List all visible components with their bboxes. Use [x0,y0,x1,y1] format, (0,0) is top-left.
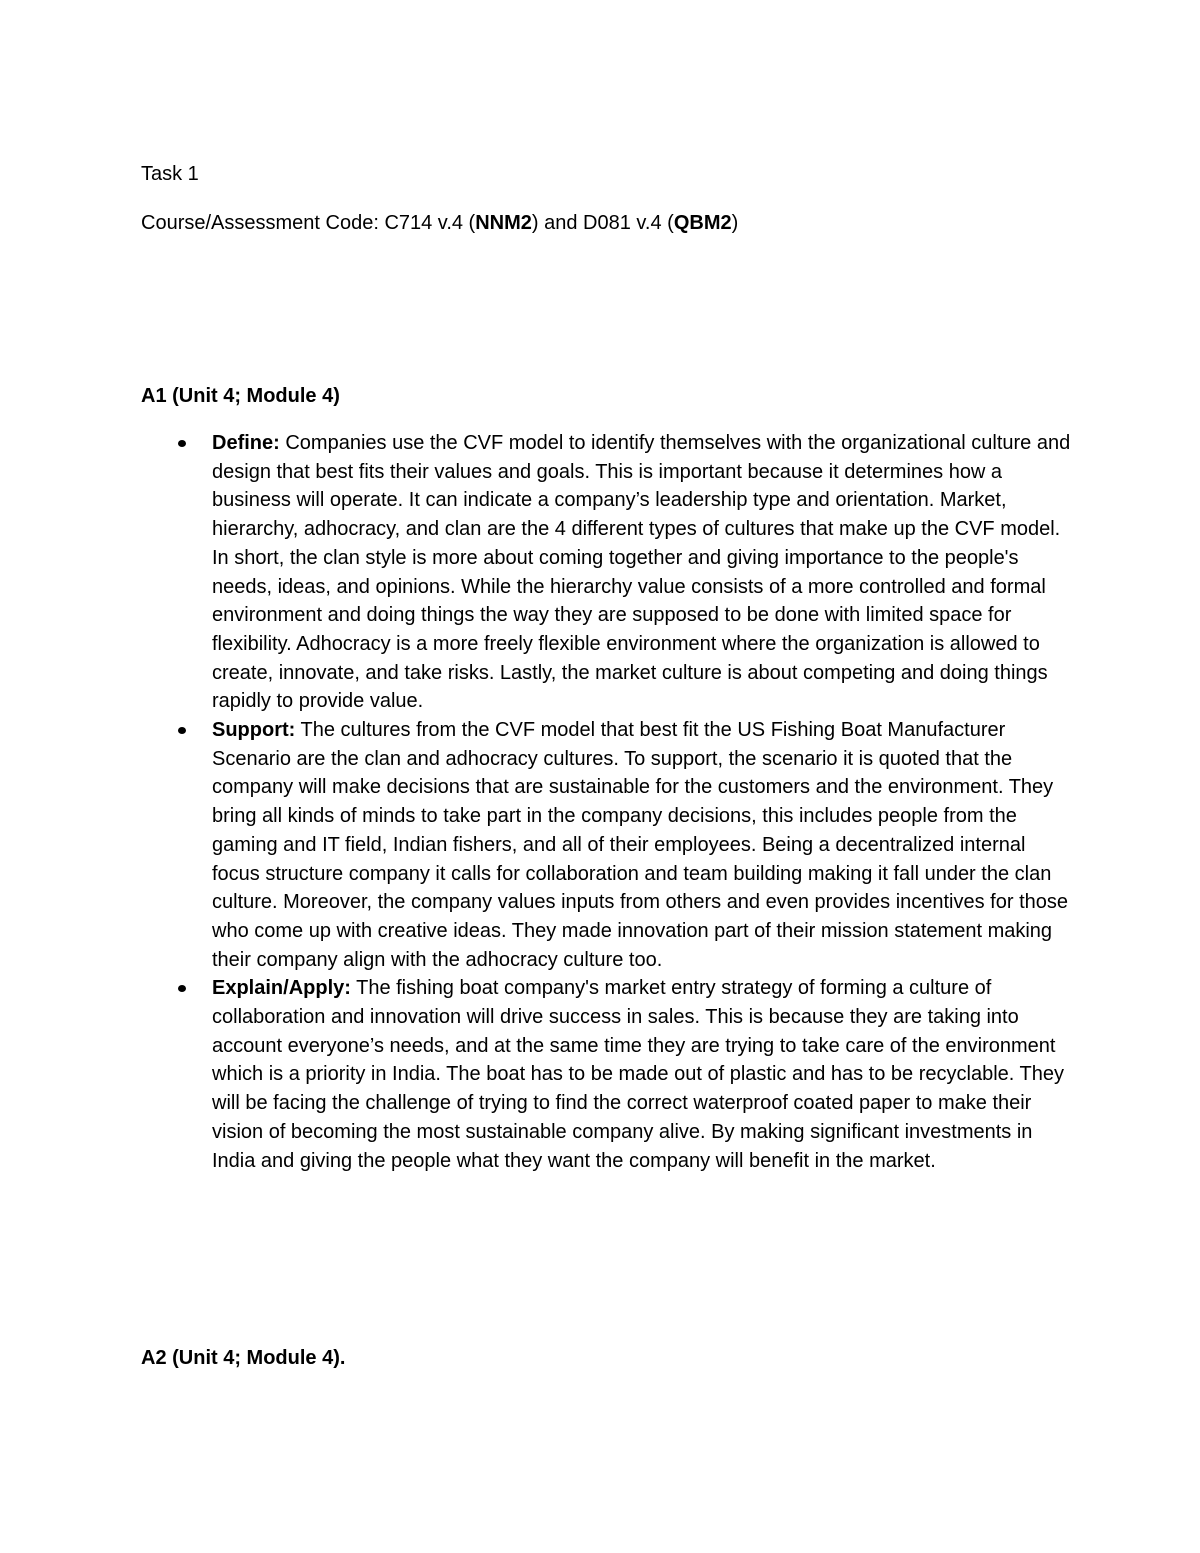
bullet-term-explain-apply: Explain/Apply: [212,977,351,1000]
section-heading-a2: A2 (Unit 4; Module 4). [141,1347,346,1369]
list-item-support [141,716,1081,974]
bullet-icon [178,727,186,734]
course-code-middle: ) and D081 v.4 ( [531,212,674,234]
bullet-body-define: Companies use the CVF model to identify themselves with the organizational culture and design that best fits their values and goals. This is important because it determines how a business will operate. It can indicate a company’s leadership type and orientation. Market, hierarchy, adhocracy, and clan are the 4 different types of cultures that make up the CVF model. In short, the clan style is more about coming together and giving importance to the people's needs, ideas, and opinions. While the hierarchy value consists of a more controlled and formal environment and doing things the way they are supposed to be done with limited space for flexibility. Adhocracy is a more freely flexible environment where the organization is allowed to create, innovate, and take risks. Lastly, the market culture is about competing and doing things rapidly to provide value. [212,432,1071,713]
course-code-nnm2: NNM2 [475,212,532,234]
a1-bullet-list [141,429,1081,1175]
course-code-suffix: ) [731,212,739,234]
list-item-define [141,429,1081,716]
bullet-body-explain-apply: The fishing boat company's market entry strategy of forming a culture of collaboration and innovation will drive success in sales. This is because they are taking into account everyone’s needs, and at the same time they are trying to take care of the environment which is a priority in India. The boat has to be made out of plastic and has to be recyclable. They will be facing the challenge of trying to find the correct waterproof coated paper to make their vision of becoming the most sustainable company alive. By making significant investments in India and giving the people what they want the company will benefit in the market. [212,977,1064,1172]
course-code-prefix: Course/Assessment Code: C714 v.4 ( [141,212,476,234]
list-item-explain-apply [141,974,1081,1175]
course-code-line [141,209,738,237]
bullet-text-define [212,429,1072,716]
bullet-term-support: Support: [212,719,296,742]
task-title: Task 1 [141,163,199,185]
section-heading-a1: A1 (Unit 4; Module 4) [141,385,340,407]
bullet-text-support [212,716,1072,974]
bullet-body-support: The cultures from the CVF model that best fit the US Fishing Boat Manufacturer Scenario are the clan and adhocracy cultures. To support, the scenario it is quoted that the company will make decisions that are sustainable for the customers and the environment. They bring all kinds of minds to take part in the company decisions, this includes people from the gaming and IT field, Indian fishers, and all of their employees. Being a decentralized internal focus structure company it calls for collaboration and team building making it fall under the clan culture. Moreover, the company values inputs from others and even provides incentives for those who come up with creative ideas. They made innovation part of their mission statement making their company align with the adhocracy culture too. [212,719,1069,971]
bullet-icon [178,985,186,992]
course-code-qbm2: QBM2 [673,212,732,234]
bullet-icon [178,440,186,447]
bullet-text-explain-apply [212,974,1072,1175]
bullet-term-define: Define: [212,432,280,454]
